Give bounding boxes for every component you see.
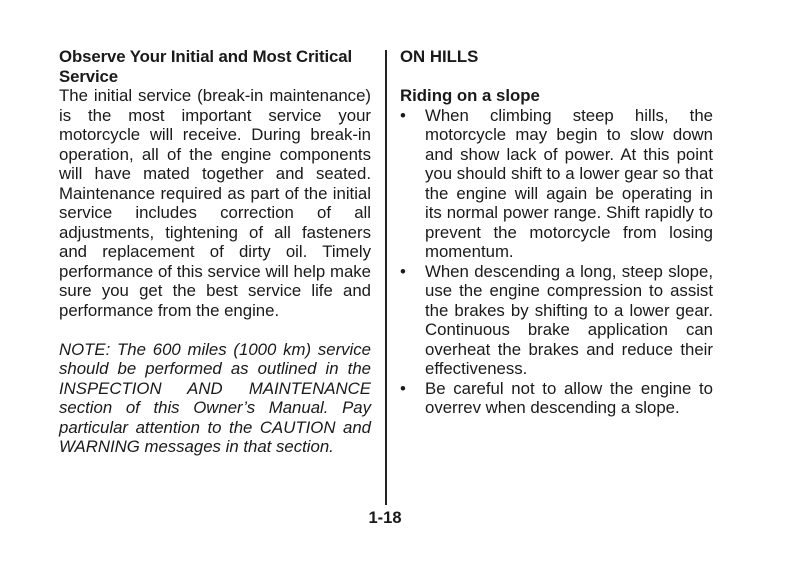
bullet-list	[400, 106, 713, 418]
section-title: ON HILLS	[400, 47, 479, 66]
right-column	[400, 47, 713, 418]
list-item-text: Be careful not to allow the engine to overrev when descending a slope.	[425, 378, 713, 417]
section-heading: Observe Your Initial and Most Critical Service	[59, 47, 353, 86]
left-column	[59, 47, 371, 457]
page-number: 1-18	[368, 509, 402, 527]
list-item	[400, 106, 713, 262]
bullet-icon: •	[400, 378, 406, 398]
list-item-text: When descending a long, steep slope, use the engine compression to assist the brakes by shifting to a lower gear. Continuous brake application can overheat the brakes and reduce their effectiveness.	[425, 261, 713, 378]
note-paragraph: NOTE: The 600 miles (1000 km) service should be performed as outlined in the INSPECTION AND MAINTENANCE section of this Owner’s Manual. Pay particular attention to the CAUTION and WARNING messages in that section.	[59, 339, 371, 456]
bullet-icon: •	[400, 105, 406, 125]
column-divider	[385, 50, 387, 505]
intro-paragraph: The initial service (break-in maintenance) is the most important service your motorcycle will receive. During break-in operation, all of the engine components will have mated together and seated. Maintenance required as part of the initial service includes correction of all adjustments, tightening of all fasteners and replacement of dirty oil. Timely performance of this service will help make sure you get the best service life and performance from the engine.	[59, 86, 371, 320]
list-item	[400, 262, 713, 379]
list-item	[400, 379, 713, 418]
bullet-icon: •	[400, 261, 406, 281]
subsection-title: Riding on a slope	[400, 86, 540, 105]
list-item-text: When climbing steep hills, the motorcycle may begin to slow down and show lack of power. At this point you should shift to a lower gear so that the engine will again be operating in its normal power range. Shift rapidly to prevent the motorcycle from losing momentum.	[425, 105, 713, 261]
